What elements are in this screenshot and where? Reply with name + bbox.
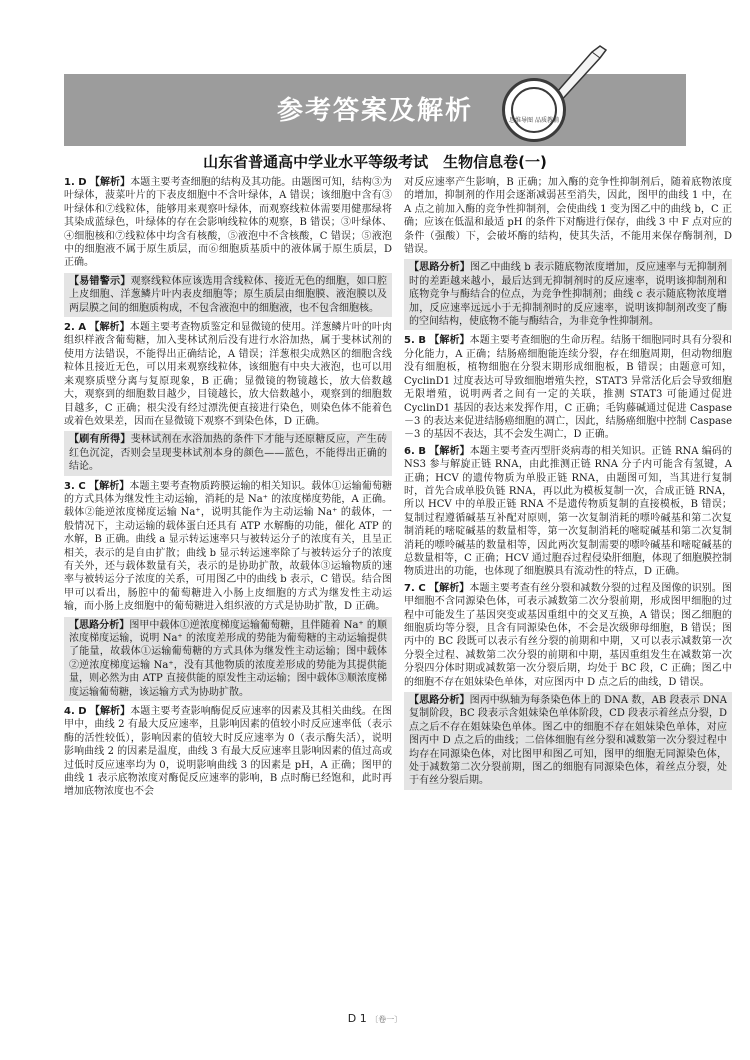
section-tag: 【解析】 — [88, 480, 130, 492]
section-tag: 【解析】 — [429, 445, 470, 457]
section-tag: 【解析】 — [89, 322, 130, 334]
question-number: 1. D — [64, 177, 87, 188]
section-tag: 【思路分析】 — [409, 695, 470, 707]
section-tag: 【刷有所得】 — [69, 434, 131, 446]
section-tag: 【易错警示】 — [69, 275, 131, 287]
answer-item — [404, 582, 732, 689]
page-sub: 〔卷一〕 — [370, 1015, 403, 1024]
body-text: 本题主要考查物质跨膜运输的相关知识。载体①运输葡萄糖的方式具体为继发性主动运输，消耗的是 Na⁺ 的浓度梯度势能，A 正确。载体②能逆浓度梯度运输 Na⁺，说明其能作为主动运输 Na⁺ 的载体，一般情况下，主动运输的载体蛋白还具有 ATP 水解酶的功能，催化 ATP 的水解，B 正确。曲线 a 显示转运速率只与被转运分子的浓度有关，且呈正相关，表示的是自由扩散；曲线 b 显示转运速率除了与被转运分子的浓度有关外，还与载体数量有关，表示的是协助扩散，故载体③运输物质的速率与被转运分子浓度的关系，可用图乙中的曲线 b 表示，C 错误。结合图甲可以看出，肠腔中的葡萄糖进入小肠上皮细胞的方式为继发性主动运输，而小肠上皮细胞中的葡萄糖进入组织液的方式是协助扩散，D 正确。 — [64, 480, 393, 613]
answer-item — [404, 445, 732, 579]
analysis-box — [64, 273, 392, 317]
question-number: 4. D — [64, 706, 87, 718]
exam-title: 山东省普通高中学业水平等级考试 生物信息卷(一) — [203, 153, 547, 171]
logo-badge — [502, 78, 566, 142]
section-tag: 【解析】 — [429, 335, 470, 347]
body-text: 图甲中载体①逆浓度梯度运输葡萄糖，且伴随着 Na⁺ 的顺浓度梯度运输，说明 Na⁺ 的浓度差形成的势能为葡萄糖的主动运输提供了能量，故载体①运输葡萄糖的方式具体为继发性主动运输；图中载体②逆浓度梯度运输 Na⁺，没有其他物质的浓度差形成的势能为其提供能量，则必然为由 ATP 直接供能的原发性主动运输；图中载体③顺浓度梯度运输葡萄糖，该运输方式为协助扩散。 — [69, 619, 387, 698]
banner-title: 参考答案及解析 — [276, 96, 473, 126]
body-text: 图丙中纵轴为每条染色体上的 DNA 数，AB 段表示 DNA 复制阶段，BC 段表示含姐妹染色单体阶段，CD 段表示着丝点分裂，D 点之后不存在姐妹染色单体。图乙中的细胞不存在姐妹染色单体，对应图丙中 D 点之后的曲线；二倍体细胞有丝分裂和减数第一次分裂过程中均存在同源染色体，对比图甲和图乙可知，图甲的细胞无同源染色体，处于减数第二次分裂前期，图乙的细胞有同源染色体，着丝点分裂，处于有丝分裂后期。 — [409, 695, 728, 787]
page-number: D 1 — [347, 1012, 367, 1025]
body-text: 本题主要考查物质鉴定和显微镜的使用。洋葱鳞片叶的叶肉组织样液含葡萄糖，加入斐林试剂后没有进行水浴加热，属于斐林试剂的使用方法错误，不能得出正确结论，A 错误；洋葱根尖成熟区的细胞含线粒体且接近无色，可以用来观察线粒体，该细胞有中央大液泡，也可以用来观察质壁分离与复原现象，B 正确；显微镜的物镜越长，放大倍数越大，观察到的细胞数目越少，目镜越长，放大倍数越小，观察到的细胞数目越多，C 正确；根尖没有经过漂洗便直接进行染色，则染色体不能着色或着色效果差，因而在显微镜下观察不到染色体，D 正确。 — [64, 322, 393, 427]
body-text: 观察线粒体应该选用含线粒体、接近无色的细胞，如口腔上皮细胞、洋葱鳞片叶内表皮细胞等；原生质层由细胞膜、液泡膜以及两层膜之间的细胞质构成，不包含液泡中的细胞液，也不包含细胞核。 — [69, 275, 388, 314]
question-number: 7. C — [404, 582, 426, 594]
body-text: 斐林试剂在水浴加热的条件下才能与还原糖反应，产生砖红色沉淀，否则会呈现斐林试剂本身的颜色——蓝色，不能得出正确的结论。 — [69, 434, 388, 473]
body-text: 图乙中曲线 b 表示随底物浓度增加，反应速率与无抑制剂时的差距越来越小，最后达到无抑制剂时的反应速率，说明该抑制剂和底物竞争与酶结合的位点，为竞争性抑制剂；曲线 c 表示随底物浓度增加，反应速率远远小于无抑制剂时的反应速率，说明该抑制剂改变了酶的空间结构，使底物不能与酶结合，为非竞争性抑制剂。 — [409, 262, 727, 328]
question-number: 3. C — [64, 480, 86, 492]
left-column — [64, 176, 392, 802]
body-text: 本题主要考查细胞的结构及其功能。由题图可知，结构③为叶绿体，菠菜叶片的下表皮细胞中不含叶绿体，A 错误；该细胞中含有③叶绿体和⑦线粒体，能够用来观察叶绿体，而观察线粒体需要用健那绿将其染成蓝绿色，叶绿体的存在会影响线粒体的观察，B 错误；③叶绿体、④细胞核和⑦线粒体中均含有核酸，⑤液泡中不含核酸，C 错误；⑤液泡中的细胞液不属于原生质层，而⑥细胞质基质中的液体属于原生质层，D 正确。 — [64, 177, 393, 269]
body-text: 本题主要考查细胞的生命历程。结肠干细胞同时具有分裂和分化能力，A 正确；结肠癌细胞能连续分裂，存在细胞周期，但动物细胞没有细胞板，植物细胞在分裂末期形成细胞板，B 错误；由题意可知，CyclinD1 过度表达可导致细胞增殖失控，STAT3 异常活化后会导致细胞无限增殖，说明两者之间有一定的关联，推测 STAT3 可能通过促进 CyclinD1 基因的表达来发挥作用，C 正确；毛钩藤碱通过促进 Caspase－3 的表达来促进结肠癌细胞的凋亡，因此，结肠癌细胞中控制 Caspase－3 的基因不表达，其不会发生凋亡，D 正确。 — [404, 335, 733, 441]
answer-item — [64, 176, 392, 270]
analysis-box — [404, 692, 732, 790]
body-text: 本题主要考查丙型肝炎病毒的相关知识。正链 RNA 编码的 NS3 参与解旋正链 RNA，由此推测正链 RNA 分子内可能含有氢键，A 正确；HCV 的遗传物质为单股正链 RNA，由题图可知，当其进行复制时，首先合成单股负链 RNA，再以此为模板复制一次，合成正链 RNA，所以 HCV 中的单股正链 RNA 不是遗传物质复制的直接模板，B 错误；复制过程遵循碱基互补配对原则，第一次复制消耗的嘌呤碱基和第二次复制消耗的嘧啶碱基的数量相等，第一次复制消耗的嘧啶碱基和第二次复制消耗的嘌呤碱基的数量相等，因此两次复制需要的嘌呤碱基和嘧啶碱基的总数量相等，C 正确；HCV 通过胞吞过程侵染肝细胞，体现了细胞膜控制物质进出的功能，也体现了细胞膜具有流动性的特点，D 正确。 — [404, 445, 733, 578]
answer-item — [404, 334, 732, 441]
analysis-box — [404, 259, 732, 330]
answer-item — [64, 321, 392, 428]
logo-badge-ring — [511, 87, 557, 133]
body-text: 本题主要考查有丝分裂和减数分裂的过程及图像的识别。图甲细胞不含同源染色体，可表示减数第二次分裂前期，形成图甲细胞的过程中可能发生了基因突变或基因重组中的交叉互换，A 错误；图乙细胞的细胞质均等分裂，且含有同源染色体，不会是次级卵母细胞，B 错误；图丙中的 BC 段既可以表示有丝分裂的前期和中期，又可以表示减数第一次分裂全过程、减数第二次分裂的前期和中期，基因重组发生在减数第一次分裂四分体时期或减数第一次分裂后期，均处于 BC 段，C 正确；图乙中的细胞不存在姐妹染色单体，对应图丙中 D 点之后的曲线，D 错误。 — [404, 582, 733, 688]
answer-item — [64, 480, 392, 614]
section-tag: 【解析】 — [89, 177, 131, 188]
analysis-box — [64, 431, 392, 475]
logo-badge-text: 思维导图 品质教辅 — [509, 117, 559, 124]
page-footer — [0, 1012, 750, 1025]
section-tag: 【思路分析】 — [409, 262, 471, 274]
question-number: 6. B — [404, 445, 426, 457]
right-column — [404, 176, 732, 794]
section-tag: 【解析】 — [428, 582, 470, 594]
answer-continuation — [404, 176, 732, 256]
answer-item — [64, 705, 392, 799]
body-text: 本题主要考查影响酶促反应速率的因素及其相关曲线。在图甲中，曲线 2 有最大反应速率，且影响因素的值较小时反应速率低（表示酶的活性较低），影响因素的值较大时反应速率为 0（表示酶失活），说明影响曲线 2 的因素是温度，曲线 3 有最大反应速率且影响因素的值过高或过低时反应速率均为 0，说明影响曲线 3 的因素是 pH，A 正确；图甲的曲线 1 表示底物浓度对酶促反应速率的影响，B 点时酶已经饱和，此时再增加底物浓度也不会 — [64, 706, 393, 798]
section-tag: 【思路分析】 — [69, 619, 130, 631]
analysis-box — [64, 617, 392, 701]
question-number: 5. B — [404, 335, 426, 347]
question-number: 2. A — [64, 322, 87, 334]
section-tag: 【解析】 — [89, 706, 131, 718]
body-text: 对反应速率产生影响，B 正确；加入酶的竞争性抑制剂后，随着底物浓度的增加，抑制剂的作用会逐渐减弱甚至消失，因此，图甲的曲线 1 中，在 A 点之前加入酶的竞争性抑制剂，会使曲线 1 变为图乙中的曲线 b，C 正确；应该在低温和最适 pH 的条件下对酶进行保存，曲线 3 中 F 点对应的条件（强酸）下，会破坏酶的结构，使其失活，不能用来保存酶制剂，D 错误。 — [404, 177, 732, 256]
